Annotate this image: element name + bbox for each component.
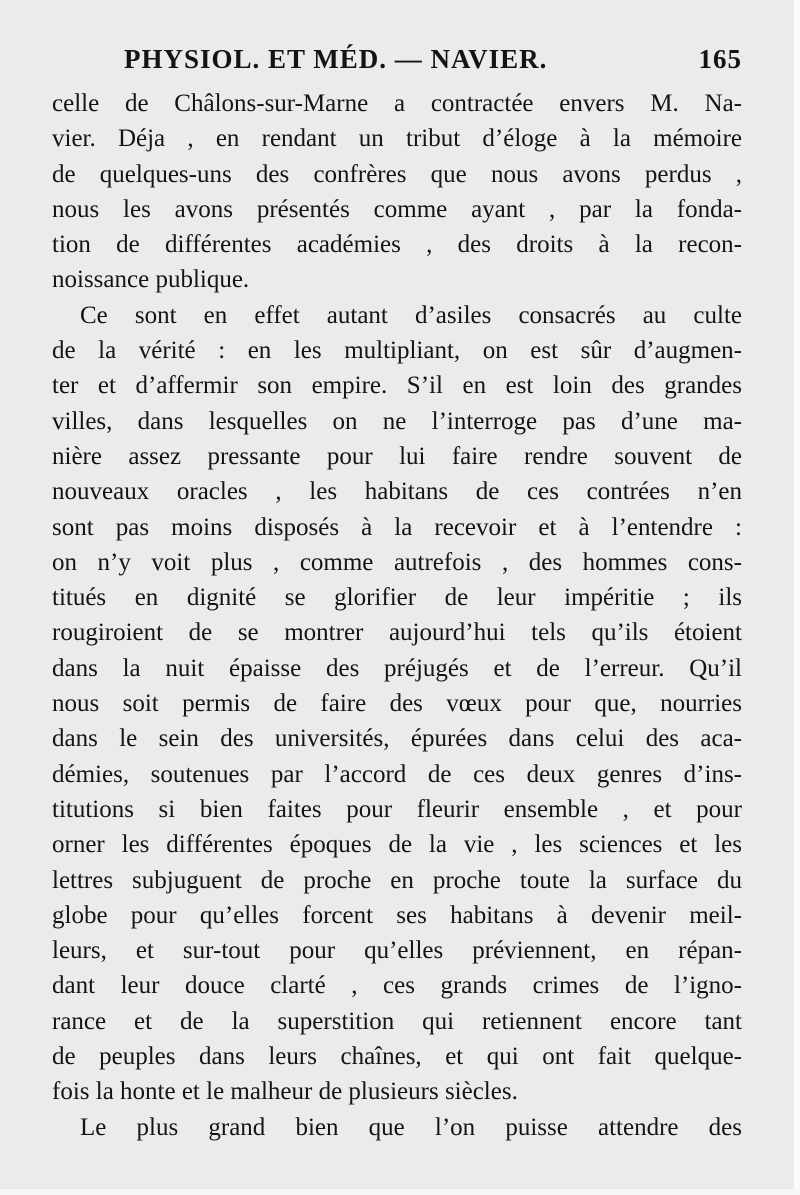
- text-line: on n’y voit plus , comme autrefois , des hommes cons-: [52, 548, 742, 576]
- text-line: tion de différentes académies , des droits à la recon-: [52, 231, 742, 259]
- text-line: globe pour qu’elles forcent ses habitans à devenir meil-: [52, 901, 742, 929]
- running-title: PHYSIOL. ET MÉD. — NAVIER.: [124, 44, 548, 74]
- text-line: noissance publique.: [52, 266, 250, 294]
- text-line: lettres subjuguent de proche en proche toute la surface du: [52, 866, 742, 894]
- text-line: leurs, et sur-tout pour qu’elles préviennent, en répan-: [52, 937, 742, 965]
- text-line: nouveaux oracles , les habitans de ces contrées n’en: [52, 478, 742, 506]
- text-line: rance et de la superstition qui retiennent encore tant: [52, 1007, 742, 1035]
- text-line: Ce sont en effet autant d’asiles consacrés au culte: [80, 301, 742, 329]
- body-text: [52, 86, 742, 1145]
- text-line: titutions si bien faites pour fleurir ensemble , et pour: [52, 795, 742, 823]
- text-line: titués en dignité se glorifier de leur impéritie ; ils: [52, 584, 742, 612]
- text-line: de peuples dans leurs chaînes, et qui ont fait quelque-: [52, 1043, 742, 1071]
- page-edge-bottom: [0, 1189, 800, 1195]
- text-line: rougiroient de se montrer aujourd’hui tels qu’ils étoient: [52, 619, 742, 647]
- page-edge-right: [794, 0, 800, 1195]
- text-line: dant leur douce clarté , ces grands crimes de l’igno-: [52, 972, 742, 1000]
- page-header: [124, 44, 742, 84]
- page-number: 165: [698, 44, 742, 74]
- text-line: fois la honte et le malheur de plusieurs siècles.: [52, 1078, 518, 1106]
- text-line: dans le sein des universités, épurées dans celui des aca-: [52, 725, 742, 753]
- text-line: dans la nuit épaisse des préjugés et de l’erreur. Qu’il: [52, 654, 742, 682]
- text-line: nière assez pressante pour lui faire rendre souvent de: [52, 442, 742, 470]
- text-line: villes, dans lesquelles on ne l’interroge pas d’une ma-: [52, 407, 742, 435]
- text-line: celle de Châlons-sur-Marne a contractée envers M. Na-: [52, 90, 742, 117]
- text-line: nous les avons présentés comme ayant , par la fonda-: [52, 195, 742, 223]
- text-line: Le plus grand bien que l’on puisse attendre des: [80, 1113, 742, 1141]
- text-line: sont pas moins disposés à la recevoir et à l’entendre :: [52, 513, 742, 541]
- text-line: vier. Déja , en rendant un tribut d’éloge à la mémoire: [52, 125, 742, 153]
- text-line: ter et d’affermir son empire. S’il en est loin des grandes: [52, 372, 742, 400]
- text-line: de la vérité : en les multipliant, on est sûr d’augmen-: [52, 337, 742, 365]
- text-line: nous soit permis de faire des vœux pour que, nourries: [52, 690, 742, 718]
- text-line: de quelques-uns des confrères que nous avons perdus ,: [52, 160, 742, 188]
- text-line: orner les différentes époques de la vie , les sciences et les: [52, 831, 742, 859]
- text-line: démies, soutenues par l’accord de ces deux genres d’ins-: [52, 760, 742, 788]
